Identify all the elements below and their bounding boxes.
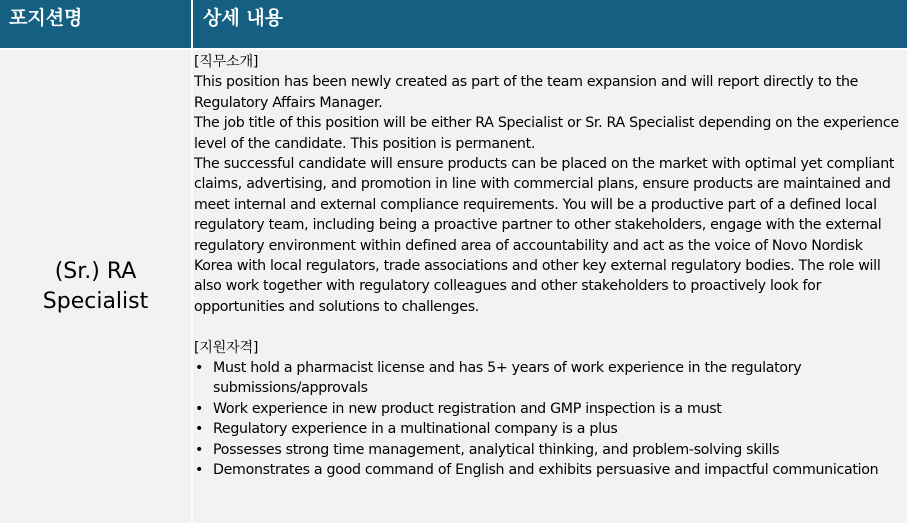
position-title: (Sr.) RA Specialist — [42, 258, 149, 314]
bullet-icon: • — [195, 421, 204, 438]
bullet-icon: • — [195, 360, 204, 377]
table-header-row — [0, 0, 907, 48]
list-item — [194, 440, 903, 460]
qualification-text: Demonstrates a good command of English and exhibits persuasive and impactful communication — [213, 462, 879, 479]
qualifications-heading: [지원자격] — [194, 339, 259, 356]
qualification-text: Possesses strong time management, analytical thinking, and problem-solving skills — [213, 441, 780, 458]
header-details: 상세 내용 — [203, 7, 284, 29]
bullet-icon: • — [195, 441, 204, 458]
job-intro-line: The job title of this position will be either RA Specialist or Sr. RA Specialist depending on the experience level of the candidate. This position is permanent. — [194, 115, 899, 152]
table-row — [0, 50, 907, 523]
qualification-text: Work experience in new product registration and GMP inspection is a must — [213, 400, 722, 417]
job-intro-line: This position has been newly created as part of the team expansion and will report directly to the Regulatory Affairs Manager. — [194, 74, 859, 111]
paragraph-spacer — [194, 317, 903, 337]
header-position-name: 포지션명 — [9, 7, 83, 29]
list-item — [194, 358, 903, 399]
job-intro-line: The successful candidate will ensure products can be placed on the market with optimal yet compliant claims, advertising, and promotion in line with commercial plans, ensure products are maintained and meet internal and external compliance requirements. You will be a productive part of a defined local regulatory team, including being a proactive partner to other stakeholders, engage with the external regulatory environment within defined area of accountability and act as the voice of Novo Nordisk Korea with local regulators, trade associations and other key external regulatory bodies. The role will also work together with regulatory colleagues and other stakeholders to proactively look for opportunities and solutions to challenges. — [194, 156, 895, 315]
list-item — [194, 399, 903, 419]
qualification-text: Must hold a pharmacist license and has 5+ years of work experience in the regulatory submissions/approvals — [213, 360, 802, 397]
bullet-icon: • — [195, 400, 204, 417]
bullet-icon: • — [195, 462, 204, 479]
list-item — [194, 419, 903, 439]
list-item — [194, 460, 903, 480]
qualifications-list — [194, 358, 903, 480]
job-intro-heading: [직무소개] — [194, 54, 259, 70]
details-cell — [193, 50, 907, 523]
qualification-text: Regulatory experience in a multinational company is a plus — [213, 421, 618, 438]
position-cell — [0, 50, 191, 523]
